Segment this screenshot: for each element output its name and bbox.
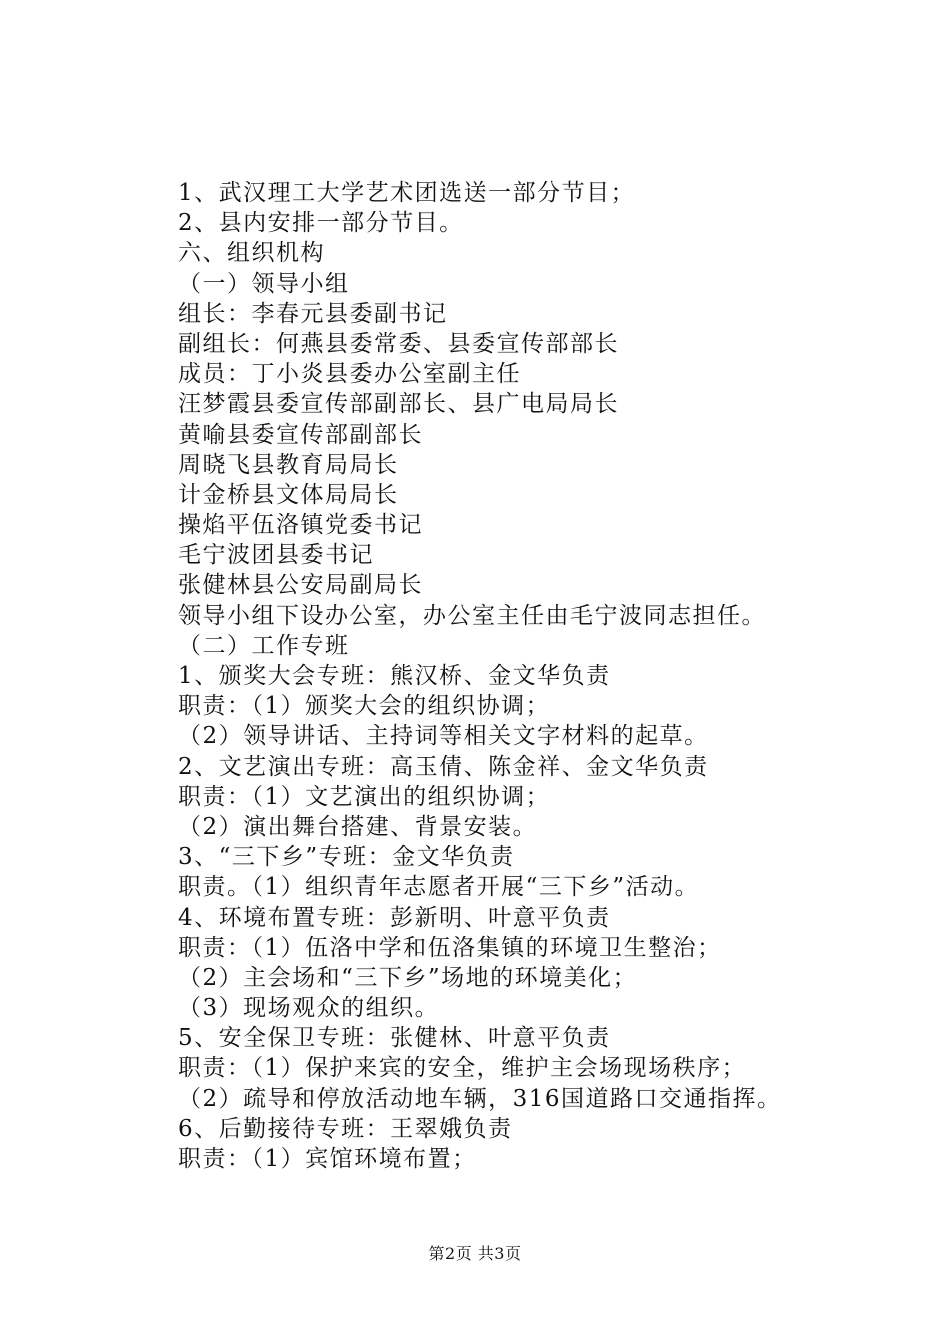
text-line: 职责：（1）伍洛中学和伍洛集镇的环境卫生整治； bbox=[178, 934, 722, 961]
text-line: （二）工作专班 bbox=[178, 632, 350, 659]
text-line: 领导小组下设办公室，办公室主任由毛宁波同志担任。 bbox=[178, 602, 766, 629]
text-line: 副组长：何燕县委常委、县委宣传部部长 bbox=[178, 330, 619, 357]
text-line: 操焰平伍洛镇党委书记 bbox=[178, 512, 423, 539]
text-line: （一）领导小组 bbox=[178, 270, 350, 297]
text-line: 职责。（1）组织青年志愿者开展“三下乡”活动。 bbox=[178, 874, 700, 901]
text-line: 汪梦霞县委宣传部副部长、县广电局局长 bbox=[178, 391, 619, 418]
text-line: 职责：（1）保护来宾的安全，维护主会场现场秩序； bbox=[178, 1055, 747, 1082]
text-line: 2、县内安排一部分节目。 bbox=[178, 210, 464, 237]
text-line: 张健林县公安局副局长 bbox=[178, 572, 423, 599]
text-line: 组长：李春元县委副书记 bbox=[178, 300, 448, 327]
text-line: 毛宁波团县委书记 bbox=[178, 542, 374, 569]
text-line: （2）领导讲话、主持词等相关文字材料的起草。 bbox=[178, 723, 709, 750]
text-line: 3、“三下乡”专班：金文华负责 bbox=[178, 844, 515, 871]
text-line: 职责：（1）宾馆环境布置； bbox=[178, 1146, 477, 1172]
text-line: 1、武汉理工大学艺术团选送一部分节目； bbox=[178, 180, 636, 206]
text-line: 职责：（1）颁奖大会的组织协调； bbox=[178, 693, 551, 720]
document-body bbox=[178, 178, 858, 1174]
page-footer: 第2页 共3页 bbox=[428, 1244, 522, 1263]
text-line: （2）疏导和停放活动地车辆，316国道路口交通指挥。 bbox=[178, 1085, 782, 1112]
text-line: 职责：（1）文艺演出的组织协调； bbox=[178, 783, 551, 810]
text-line: 黄喻县委宣传部副部长 bbox=[178, 421, 423, 448]
text-line: （2）主会场和“三下乡”场地的环境美化； bbox=[178, 964, 638, 991]
text-line: （2）演出舞台搭建、背景安装。 bbox=[178, 813, 538, 840]
text-line: 4、环境布置专班：彭新明、叶意平负责 bbox=[178, 904, 611, 931]
text-line: 成员：丁小炎县委办公室副主任 bbox=[178, 361, 521, 388]
text-line: 计金桥县文体局局长 bbox=[178, 481, 399, 508]
text-line: （3）现场观众的组织。 bbox=[178, 995, 440, 1022]
text-line: 2、文艺演出专班：高玉倩、陈金祥、金文华负责 bbox=[178, 753, 709, 780]
text-line: 周晓飞县教育局局长 bbox=[178, 451, 399, 478]
text-line: 六、组织机构 bbox=[178, 240, 325, 267]
text-line: 5、安全保卫专班：张健林、叶意平负责 bbox=[178, 1025, 611, 1052]
text-line: 6、后勤接待专班：王翠娥负责 bbox=[178, 1115, 513, 1142]
text-line: 1、颁奖大会专班：熊汉桥、金文华负责 bbox=[178, 663, 611, 689]
